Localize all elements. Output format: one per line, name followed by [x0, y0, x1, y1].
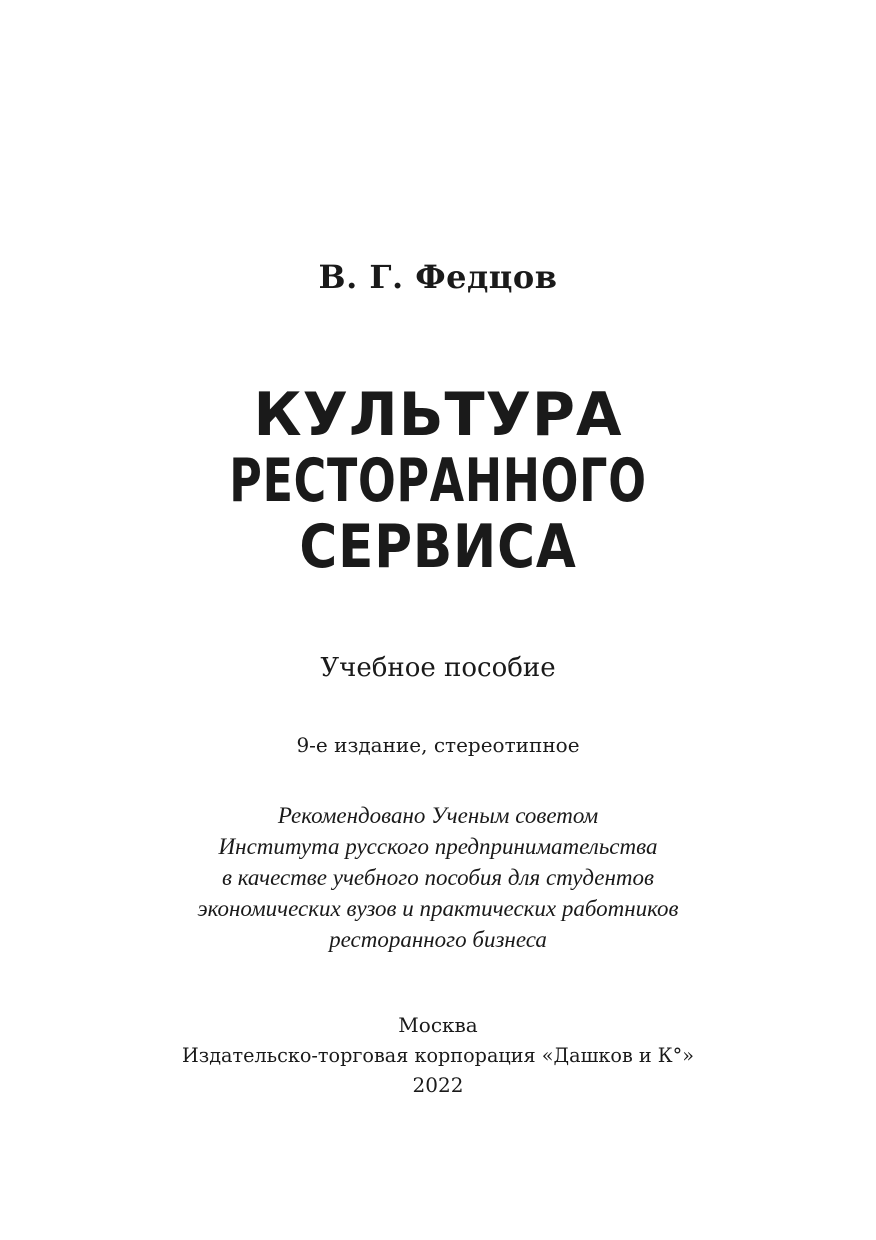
recommendation-line: ресторанного бизнеса: [329, 927, 547, 952]
title-line-1: КУЛЬТУРА: [253, 380, 623, 450]
title-line-3: СЕРВИСА: [299, 512, 577, 582]
imprint-year: 2022: [412, 1073, 464, 1097]
recommendation-line: Рекомендовано Ученым советом: [277, 803, 599, 828]
title-line-2: РЕСТОРАННОГО: [229, 446, 647, 516]
imprint-block: [0, 1010, 876, 1100]
recommendation-line: в качестве учебного пособия для студентов: [221, 865, 654, 890]
author-name: В. Г. Федцов: [318, 258, 558, 296]
book-title: [0, 382, 876, 580]
imprint-city: Москва: [398, 1013, 478, 1037]
book-subtitle: Учебное пособие: [320, 653, 556, 683]
recommendation-line: Института русского предпринимательства: [218, 834, 658, 859]
recommendation-line: экономических вузов и практических работников: [197, 896, 679, 921]
edition-info: 9-е издание, стереотипное: [296, 733, 580, 757]
recommendation-block: [0, 800, 876, 955]
imprint-publisher: Издательско-торговая корпорация «Дашков и К°»: [181, 1043, 695, 1067]
